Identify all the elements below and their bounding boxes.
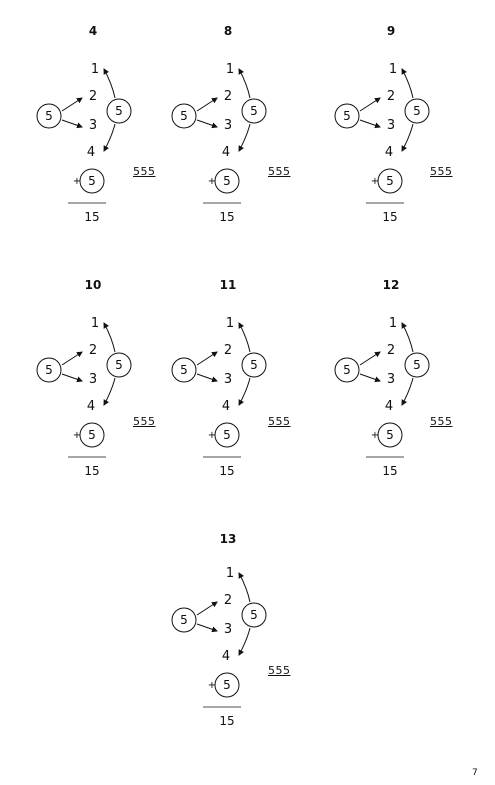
bottom-circle-number: 5 [223, 678, 231, 692]
diagram-title: 10 [84, 278, 102, 292]
right-circle-number: 5 [115, 358, 123, 372]
diagram-title: 8 [223, 24, 233, 38]
bottom-circle-number: 5 [88, 174, 96, 188]
plus-sign: + [72, 176, 82, 187]
diagram-9 [320, 24, 460, 224]
side-code: 555 [268, 664, 291, 677]
left-circle-number: 5 [343, 363, 351, 377]
sequence-1: 1 [225, 566, 235, 581]
left-circle-number: 5 [180, 363, 188, 377]
diagram-10 [22, 278, 162, 478]
left-circle-number: 5 [45, 109, 53, 123]
sequence-4: 4 [384, 399, 394, 414]
sequence-3: 3 [88, 372, 98, 387]
sequence-4: 4 [221, 399, 231, 414]
right-circle-number: 5 [250, 608, 258, 622]
page-number: 7 [472, 768, 478, 778]
right-circle-number: 5 [250, 104, 258, 118]
diagram-13 [157, 532, 297, 732]
result: 15 [219, 210, 235, 224]
sequence-3: 3 [223, 622, 233, 637]
sequence-1: 1 [90, 316, 100, 331]
result: 15 [219, 714, 235, 728]
sequence-3: 3 [88, 118, 98, 133]
sequence-3: 3 [223, 118, 233, 133]
plus-sign: + [207, 430, 217, 441]
sequence-3: 3 [386, 118, 396, 133]
bottom-circle-number: 5 [386, 174, 394, 188]
left-circle-number: 5 [180, 109, 188, 123]
side-code: 555 [430, 415, 453, 428]
side-code: 555 [268, 415, 291, 428]
sequence-4: 4 [221, 649, 231, 664]
sequence-2: 2 [88, 89, 98, 104]
left-circle-number: 5 [45, 363, 53, 377]
plus-sign: + [72, 430, 82, 441]
result: 15 [219, 464, 235, 478]
result: 15 [382, 464, 398, 478]
sequence-4: 4 [86, 145, 96, 160]
sequence-1: 1 [388, 316, 398, 331]
sequence-3: 3 [223, 372, 233, 387]
side-code: 555 [430, 165, 453, 178]
diagram-11 [157, 278, 297, 478]
right-circle-number: 5 [413, 104, 421, 118]
sequence-1: 1 [90, 62, 100, 77]
side-code: 555 [268, 165, 291, 178]
sequence-2: 2 [386, 343, 396, 358]
plus-sign: + [207, 680, 217, 691]
sequence-2: 2 [223, 343, 233, 358]
sequence-4: 4 [221, 145, 231, 160]
diagram-8 [157, 24, 297, 224]
side-code: 555 [133, 415, 156, 428]
result: 15 [382, 210, 398, 224]
plus-sign: + [370, 176, 380, 187]
sequence-4: 4 [86, 399, 96, 414]
left-circle-number: 5 [343, 109, 351, 123]
diagram-title: 4 [88, 24, 98, 38]
plus-sign: + [370, 430, 380, 441]
sequence-3: 3 [386, 372, 396, 387]
plus-sign: + [207, 176, 217, 187]
sequence-2: 2 [223, 89, 233, 104]
sequence-2: 2 [386, 89, 396, 104]
bottom-circle-number: 5 [223, 428, 231, 442]
diagram-title: 11 [219, 278, 237, 292]
bottom-circle-number: 5 [386, 428, 394, 442]
sequence-1: 1 [388, 62, 398, 77]
sequence-2: 2 [88, 343, 98, 358]
diagram-4 [22, 24, 162, 224]
bottom-circle-number: 5 [88, 428, 96, 442]
sequence-2: 2 [223, 593, 233, 608]
sequence-1: 1 [225, 62, 235, 77]
side-code: 555 [133, 165, 156, 178]
diagram-title: 12 [382, 278, 400, 292]
diagram-12 [320, 278, 460, 478]
result: 15 [84, 464, 100, 478]
right-circle-number: 5 [250, 358, 258, 372]
left-circle-number: 5 [180, 613, 188, 627]
right-circle-number: 5 [115, 104, 123, 118]
sequence-4: 4 [384, 145, 394, 160]
bottom-circle-number: 5 [223, 174, 231, 188]
diagram-title: 13 [219, 532, 237, 546]
right-circle-number: 5 [413, 358, 421, 372]
sequence-1: 1 [225, 316, 235, 331]
result: 15 [84, 210, 100, 224]
diagram-title: 9 [386, 24, 396, 38]
